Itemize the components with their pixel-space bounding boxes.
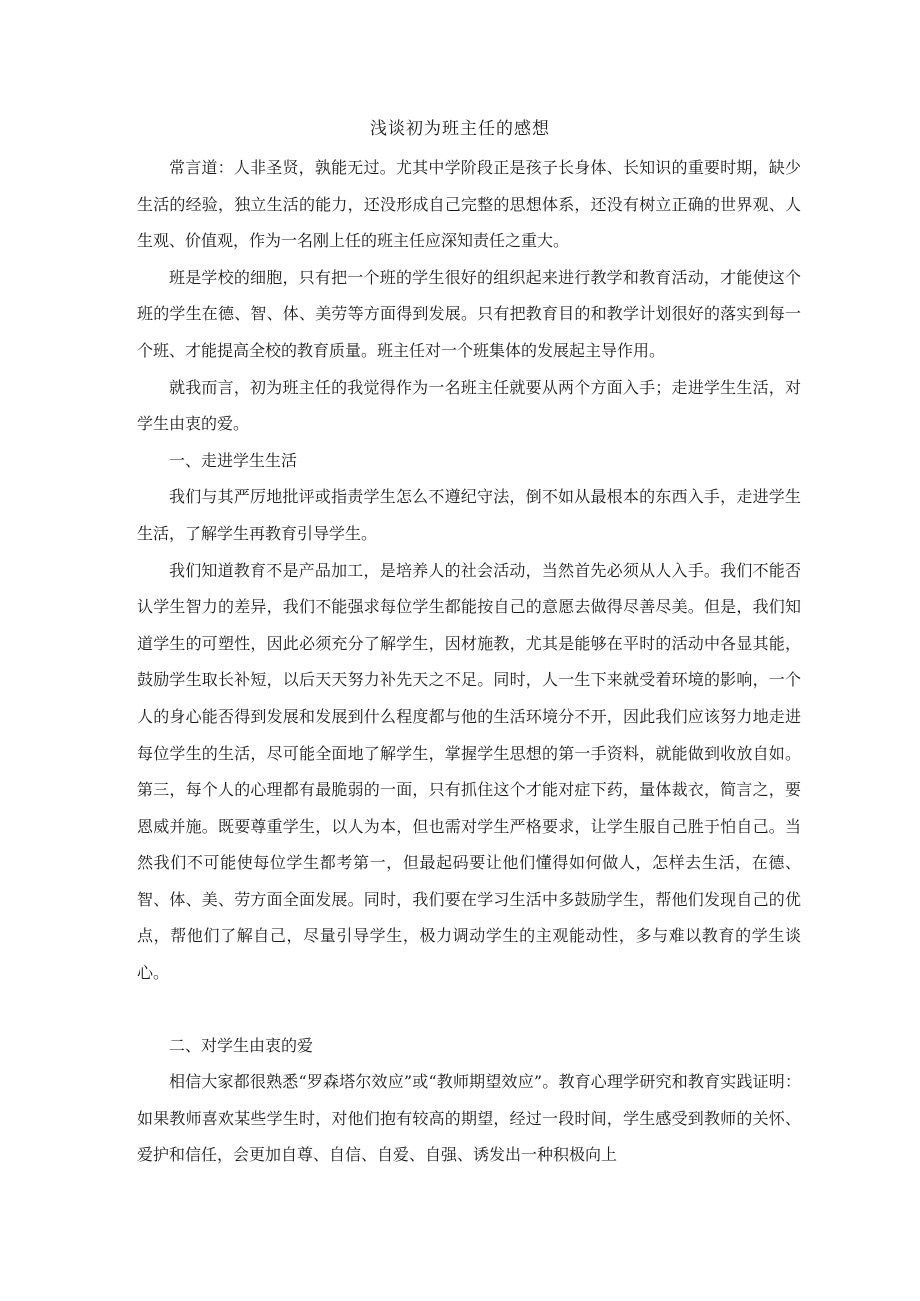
section-heading-2: 二、对学生由衷的爱 xyxy=(169,1035,314,1055)
paragraph: 就我而言，初为班主任的我觉得作为一名班主任就要从两个方面入手；走进学生生活，对学生由衷的爱。 xyxy=(137,377,801,434)
paragraph: 我们与其严厉地批评或指责学生怎么不遵纪守法，倒不如从最根本的东西入手，走进学生生活，了解学生再教育引导学生。 xyxy=(137,487,801,543)
paragraph: 班是学校的细胞，只有把一个班的学生很好的组织起来进行教学和教育活动，才能使这个班的学生在德、智、体、美劳等方面得到发展。只有把教育目的和教学计划很好的落实到每一个班、才能提高全校的教育质量。班主任对一个班集体的发展起主导作用。 xyxy=(137,267,801,360)
paragraph: 我们知道教育不是产品加工，是培养人的社会活动，当然首先必须从人入手。我们不能否认学生智力的差异，我们不能强求每位学生都能按自己的意愿去做得尽善尽美。但是，我们知道学生的可塑性，因此必须充分了解学生，因材施教，尤其是能够在平时的活动中各显其能，鼓励学生取长补短，以后天天努力补先天之不足。同时，人一生下来就受着环境的影响，一个人的身心能否得到发展和发展到什么程度都与他的生活环境分不开，因此我们应该努力地走进每位学生的生活，尽可能全面地了解学生，掌握学生思想的第一手资料，就能做到收放自如。第三，每个人的心理都有最脆弱的一面，只有抓住这个才能对症下药，量体裁衣，简言之，要恩威并施。既要尊重学生，以人为本，但也需对学生严格要求，让学生服自己胜于怕自己。当然我们不可能使每位学生都考第一，但最起码要让他们懂得如何做人，怎样去生活，在德、智、体、美、劳方面全面发展。同时，我们要在学习生活中多鼓励学生，帮他们发现自己的优点，帮他们了解自己，尽量引导学生，极力调动学生的主观能动性，多与难以教育的学生谈心。 xyxy=(137,560,801,983)
paragraph: 相信大家都很熟悉“罗森塔尔效应”或“教师期望效应”。教育心理学研究和教育实践证明：如果教师喜欢某些学生时，对他们抱有较高的期望，经过一段时间，学生感受到教师的关怀、爱护和信任，会更加自尊、自信、自爱、自强、诱发出一种积极向上 xyxy=(137,1072,801,1165)
paragraph: 常言道：人非圣贤，孰能无过。尤其中学阶段正是孩子长身体、长知识的重要时期，缺少生活的经验，独立生活的能力，还没形成自己完整的思想体系，还没有树立正确的世界观、人生观、价值观，作为一名刚上任的班主任应深知责任之重大。 xyxy=(137,158,801,251)
document-body xyxy=(137,150,801,1174)
section-heading-1: 一、走进学生生活 xyxy=(169,450,298,470)
document-title: 浅谈初为班主任的感想 xyxy=(370,119,550,139)
